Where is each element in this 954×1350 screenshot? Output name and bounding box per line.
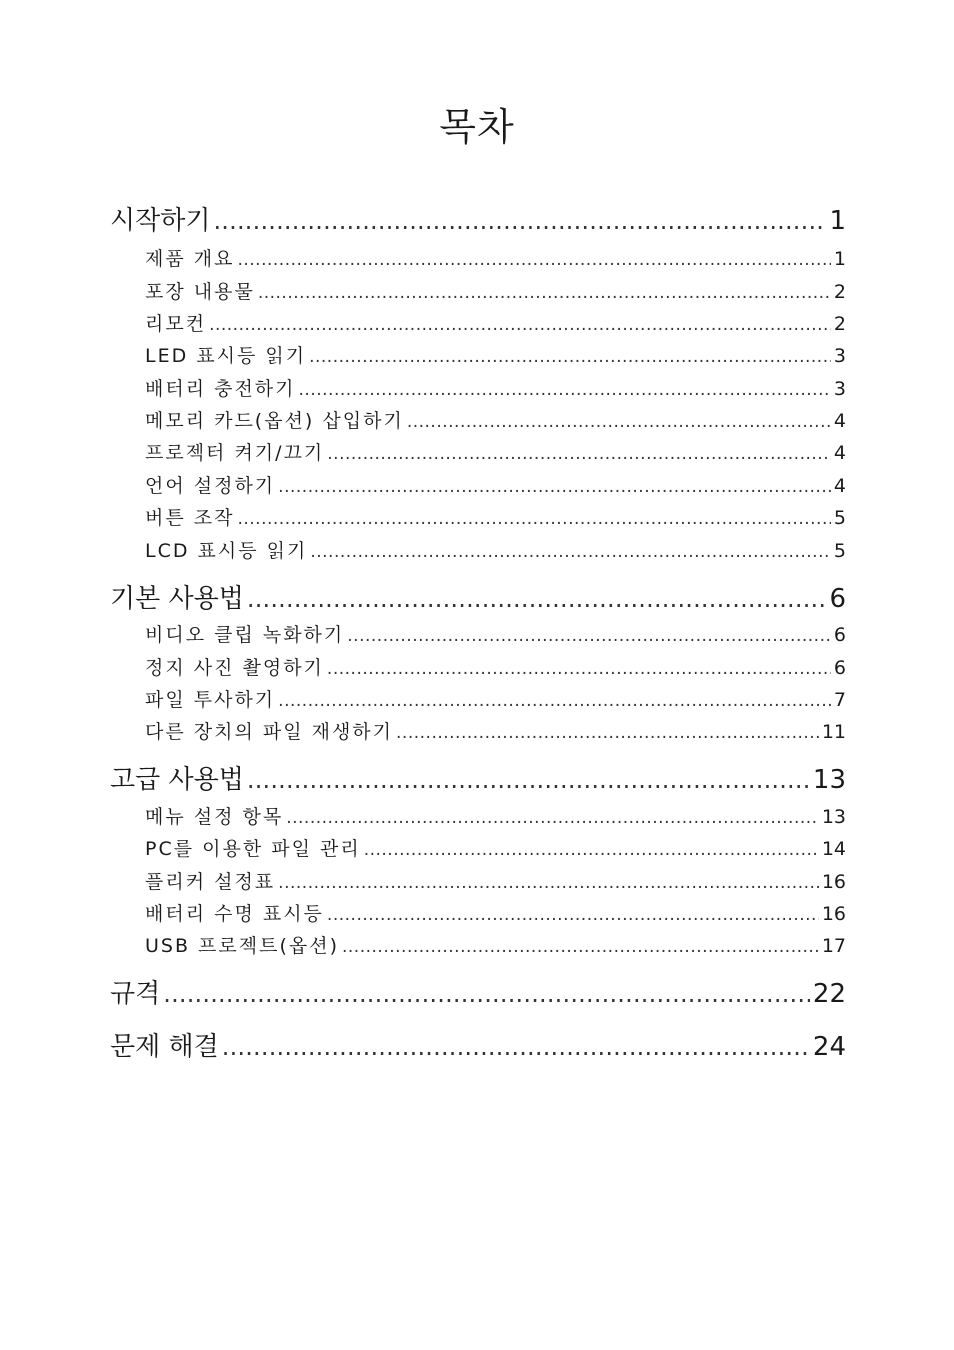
- toc-section-label: 문제 해결: [110, 1032, 219, 1062]
- dot-leader: [327, 659, 831, 679]
- toc-item-label: PC를 이용한 파일 관리: [145, 838, 361, 860]
- toc-item[interactable]: [145, 277, 846, 304]
- dot-leader: [247, 766, 810, 794]
- toc-page-number: 2: [833, 313, 846, 335]
- dot-leader: [258, 283, 831, 303]
- dot-leader: [247, 585, 827, 613]
- toc-section-label: 고급 사용법: [110, 765, 244, 795]
- dot-leader: [342, 937, 819, 957]
- toc-item[interactable]: [145, 341, 846, 368]
- toc-item[interactable]: [145, 471, 846, 498]
- toc-section-label: 규격: [110, 979, 161, 1009]
- dot-leader: [237, 250, 830, 270]
- toc-item[interactable]: [145, 931, 846, 958]
- toc-item-label: 플리커 설정표: [145, 871, 276, 893]
- dot-leader: [237, 509, 830, 529]
- dot-leader: [310, 542, 831, 562]
- dot-leader: [364, 840, 819, 860]
- toc-item-label: 비디오 클립 녹화하기: [145, 624, 345, 646]
- dot-leader: [347, 626, 831, 646]
- toc-page-number: 16: [821, 871, 846, 893]
- toc-section-troubleshooting[interactable]: [110, 1026, 846, 1063]
- toc-item[interactable]: [145, 503, 846, 530]
- toc-page-number: 4: [833, 410, 846, 432]
- toc-section-basic-usage[interactable]: [110, 578, 846, 615]
- toc-item-label: 포장 내용물: [145, 281, 255, 303]
- toc-item-label: 정지 사진 촬영하기: [145, 657, 324, 679]
- toc-item[interactable]: [145, 406, 846, 433]
- toc-section-label: 기본 사용법: [110, 584, 244, 614]
- dot-leader: [209, 315, 831, 335]
- toc-page-number: 2: [833, 281, 846, 303]
- toc-item-label: 다른 장치의 파일 재생하기: [145, 721, 394, 743]
- toc-item-label: 파일 투사하기: [145, 689, 276, 711]
- toc-item-label: 배터리 수명 표시등: [145, 903, 324, 925]
- page-title: 목차: [439, 105, 515, 149]
- toc-page-number: 5: [833, 507, 846, 529]
- toc-page-number: 6: [833, 624, 846, 646]
- toc-item-label: 프로젝터 켜기/끄기: [145, 442, 325, 464]
- toc-item[interactable]: [145, 374, 846, 401]
- dot-leader: [278, 477, 831, 497]
- toc-item-label: 리모컨: [145, 313, 207, 335]
- dot-leader: [286, 808, 819, 828]
- toc-item[interactable]: [145, 309, 846, 336]
- dot-leader: [213, 207, 826, 235]
- toc-item-label: LCD 표시등 읽기: [145, 540, 308, 562]
- toc-page-number: 3: [833, 345, 846, 367]
- toc-item-label: 메뉴 설정 항목: [145, 806, 284, 828]
- toc-item[interactable]: [145, 899, 846, 926]
- toc-item[interactable]: [145, 536, 846, 563]
- toc-item-label: 메모리 카드(옵션) 삽입하기: [145, 410, 404, 432]
- toc-item[interactable]: [145, 685, 846, 712]
- toc-page-number: 11: [821, 721, 846, 743]
- toc-item[interactable]: [145, 244, 846, 271]
- toc-item-label: 언어 설정하기: [145, 475, 276, 497]
- toc-page-number: 5: [833, 540, 846, 562]
- dot-leader: [299, 380, 831, 400]
- toc-section-label: 시작하기: [110, 206, 211, 236]
- dot-leader: [327, 905, 819, 925]
- toc-page-number: 14: [821, 838, 846, 860]
- toc-page-number: 22: [812, 979, 846, 1009]
- toc-page-number: 6: [829, 584, 846, 614]
- toc-section-specifications[interactable]: [110, 973, 846, 1010]
- toc-page-number: 13: [821, 806, 846, 828]
- toc-section-advanced-usage[interactable]: [110, 759, 846, 796]
- toc-item-label: USB 프로젝트(옵션): [145, 935, 339, 957]
- toc-item[interactable]: [145, 438, 846, 465]
- toc-item[interactable]: [145, 834, 846, 861]
- toc-item[interactable]: [145, 717, 846, 744]
- toc-item-label: 버튼 조작: [145, 507, 235, 529]
- toc-page-number: 1: [833, 248, 846, 270]
- toc-page-number: 16: [821, 903, 846, 925]
- dot-leader: [407, 412, 831, 432]
- toc-item-label: LED 표시등 읽기: [145, 345, 307, 367]
- toc-item-label: 제품 개요: [145, 248, 235, 270]
- toc-page-number: 1: [829, 206, 846, 236]
- toc-item[interactable]: [145, 620, 846, 647]
- toc-item[interactable]: [145, 653, 846, 680]
- toc-item[interactable]: [145, 867, 846, 894]
- toc-page-number: 17: [821, 935, 846, 957]
- dot-leader: [278, 873, 819, 893]
- toc-section-getting-started[interactable]: [110, 200, 846, 237]
- toc-item[interactable]: [145, 802, 846, 829]
- toc-page-number: 6: [833, 657, 846, 679]
- toc-page-number: 4: [833, 475, 846, 497]
- toc-page-number: 3: [833, 378, 846, 400]
- toc-page-number: 13: [812, 765, 846, 795]
- dot-leader: [163, 980, 810, 1008]
- dot-leader: [327, 444, 831, 464]
- dot-leader: [222, 1033, 810, 1061]
- dot-leader: [309, 347, 831, 367]
- toc-page-number: 7: [833, 689, 846, 711]
- toc-item-label: 배터리 충전하기: [145, 378, 296, 400]
- dot-leader: [278, 691, 831, 711]
- dot-leader: [396, 723, 819, 743]
- toc-page-number: 4: [833, 442, 846, 464]
- toc-page-number: 24: [812, 1032, 846, 1062]
